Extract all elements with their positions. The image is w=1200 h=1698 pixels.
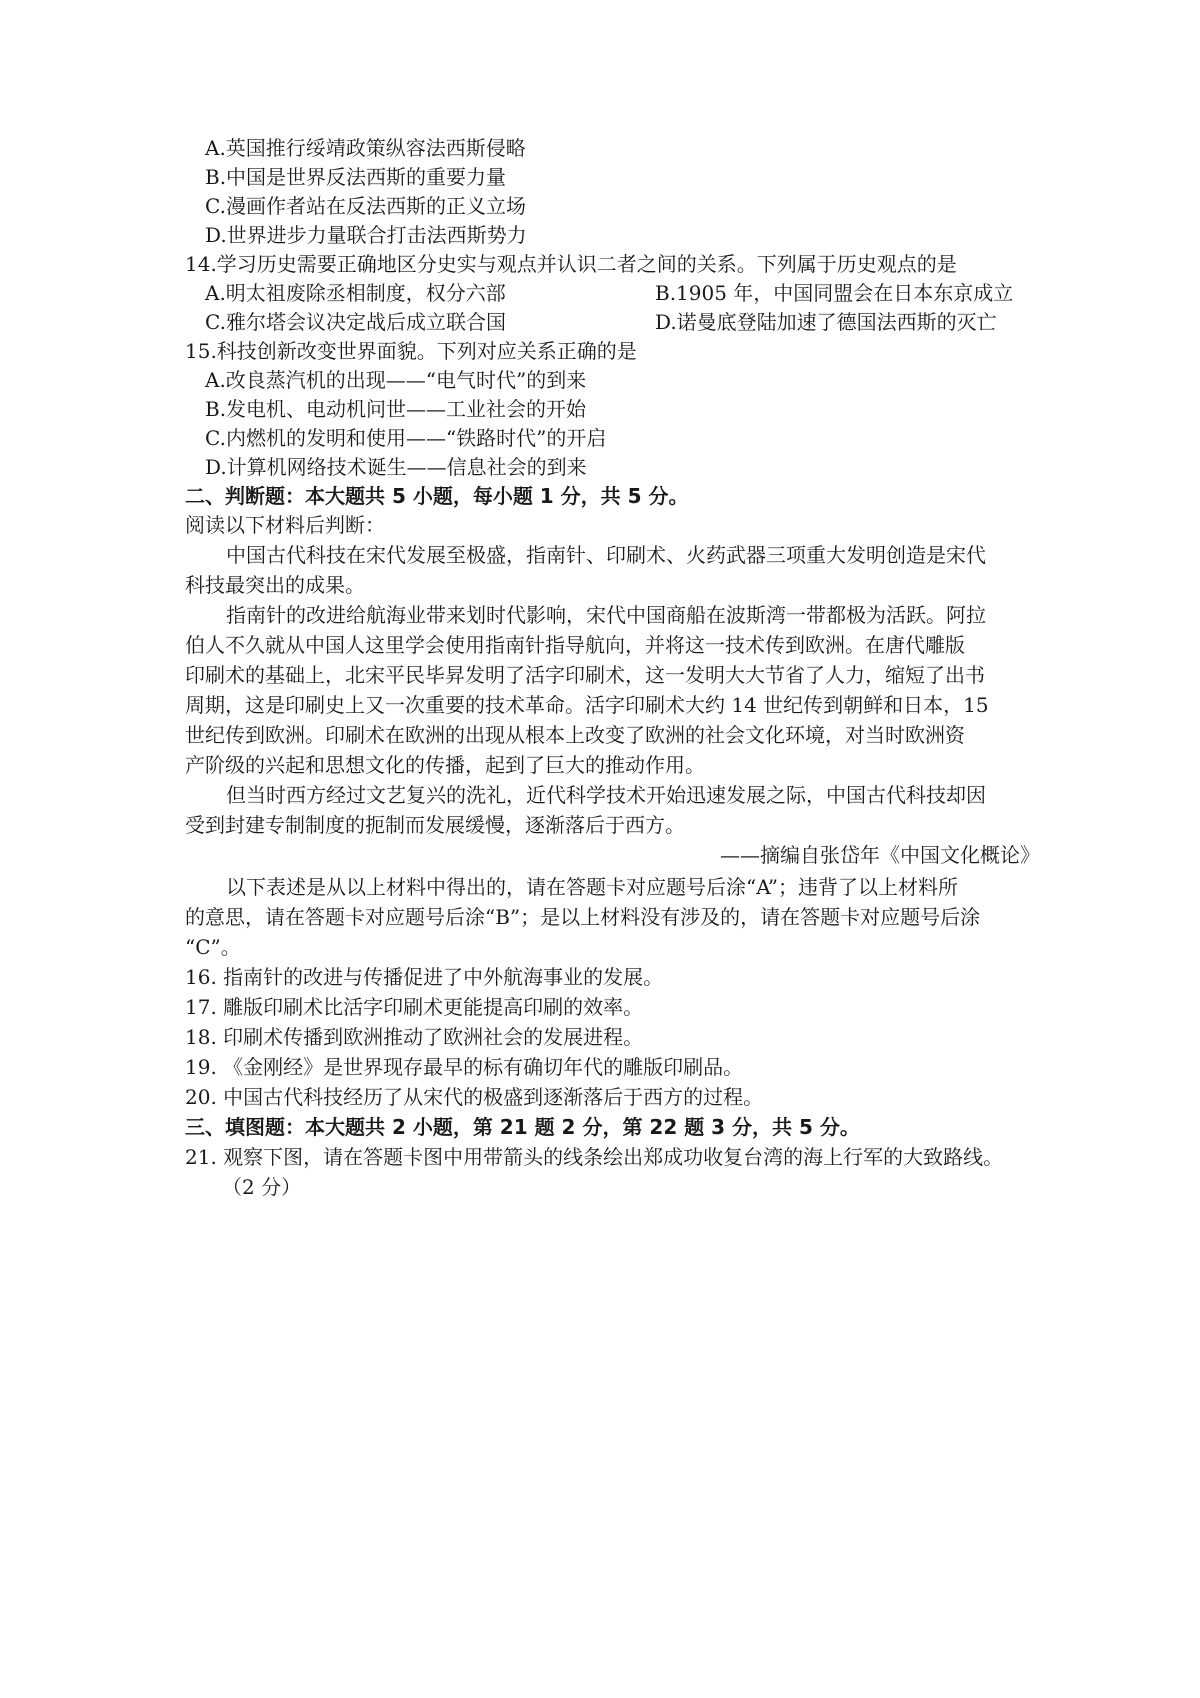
q15-option-d: D.计算机网络技术诞生——信息社会的到来 [205,455,587,479]
passage-line-8: 产阶级的兴起和思想文化的传播，起到了巨大的推动作用。 [185,753,705,777]
passage-line-7: 世纪传到欧洲。印刷术在欧洲的出现从根本上改变了欧洲的社会文化环境，对当时欧洲资 [185,723,965,747]
q15-option-b: B.发电机、电动机问世——工业社会的开始 [205,397,587,421]
section3-title: 三、填图题：本大题共 2 小题，第 21 题 2 分，第 22 题 3 分，共 5 分。 [185,1115,860,1139]
judgment-item-20: 20. 中国古代科技经历了从宋代的极盛到逐渐落后于西方的过程。 [185,1085,764,1109]
q14-option-a: A.明太祖废除丞相制度，权分六部 [205,281,506,305]
section2-intro: 阅读以下材料后判断： [185,513,385,537]
passage-line-10: 受到封建专制制度的扼制而发展缓慢，逐渐落后于西方。 [185,813,685,837]
instruction-line-2: 的意思，请在答题卡对应题号后涂“B”；是以上材料没有涉及的，请在答题卡对应题号后涂 [185,905,981,929]
q13-option-a: A.英国推行绥靖政策纵容法西斯侵略 [205,136,526,160]
q14-option-d: D.诺曼底登陆加速了德国法西斯的灭亡 [655,310,997,334]
passage-line-5: 印刷术的基础上，北宋平民毕昇发明了活字印刷术，这一发明大大节省了人力，缩短了出书 [185,663,985,687]
passage-line-9: 但当时西方经过文艺复兴的洗礼，近代科学技术开始迅速发展之际，中国古代科技却因 [226,783,986,807]
passage-line-6: 周期，这是印刷史上又一次重要的技术革命。活字印刷术大约 14 世纪传到朝鲜和日本，15 [185,693,989,717]
passage-line-1: 中国古代科技在宋代发展至极盛，指南针、印刷术、火药武器三项重大发明创造是宋代 [226,543,986,567]
q14-option-c: C.雅尔塔会议决定战后成立联合国 [205,310,506,334]
judgment-item-19: 19. 《金刚经》是世界现存最早的标有确切年代的雕版印刷品。 [185,1055,744,1079]
judgment-item-16: 16. 指南针的改进与传播促进了中外航海事业的发展。 [185,965,664,989]
judgment-item-18: 18. 印刷术传播到欧洲推动了欧洲社会的发展进程。 [185,1025,644,1049]
q13-option-b: B.中国是世界反法西斯的重要力量 [205,165,507,189]
passage-line-2: 科技最突出的成果。 [185,573,365,597]
q15-option-a: A.改良蒸汽机的出现——“电气时代”的到来 [205,368,587,392]
passage-line-3: 指南针的改进给航海业带来划时代影响，宋代中国商船在波斯湾一带都极为活跃。阿拉 [226,603,986,627]
section2-title: 二、判断题：本大题共 5 小题，每小题 1 分，共 5 分。 [185,484,689,508]
instruction-line-1: 以下表述是从以上材料中得出的，请在答题卡对应题号后涂“A”；违背了以上材料所 [226,875,958,899]
judgment-item-17: 17. 雕版印刷术比活字印刷术更能提高印刷的效率。 [185,995,644,1019]
q14-option-b: B.1905 年，中国同盟会在日本东京成立 [655,281,1014,305]
q13-option-d: D.世界进步力量联合打击法西斯势力 [205,223,527,247]
q21-stem: 21. 观察下图，请在答题卡图中用带箭头的线条绘出郑成功收复台湾的海上行军的大致路线。 [185,1145,1004,1169]
passage-source: ——摘编自张岱年《中国文化概论》 [720,843,1040,867]
q21-points: （2 分） [222,1175,302,1199]
instruction-line-3: “C”。 [185,935,241,959]
q15-option-c: C.内燃机的发明和使用——“铁路时代”的开启 [205,426,607,450]
q13-option-c: C.漫画作者站在反法西斯的正义立场 [205,194,526,218]
passage-line-4: 伯人不久就从中国人这里学会使用指南针指导航向，并将这一技术传到欧洲。在唐代雕版 [185,633,965,657]
q15-stem: 15.科技创新改变世界面貌。下列对应关系正确的是 [185,339,637,363]
q14-stem: 14.学习历史需要正确地区分史实与观点并认识二者之间的关系。下列属于历史观点的是 [185,252,957,276]
